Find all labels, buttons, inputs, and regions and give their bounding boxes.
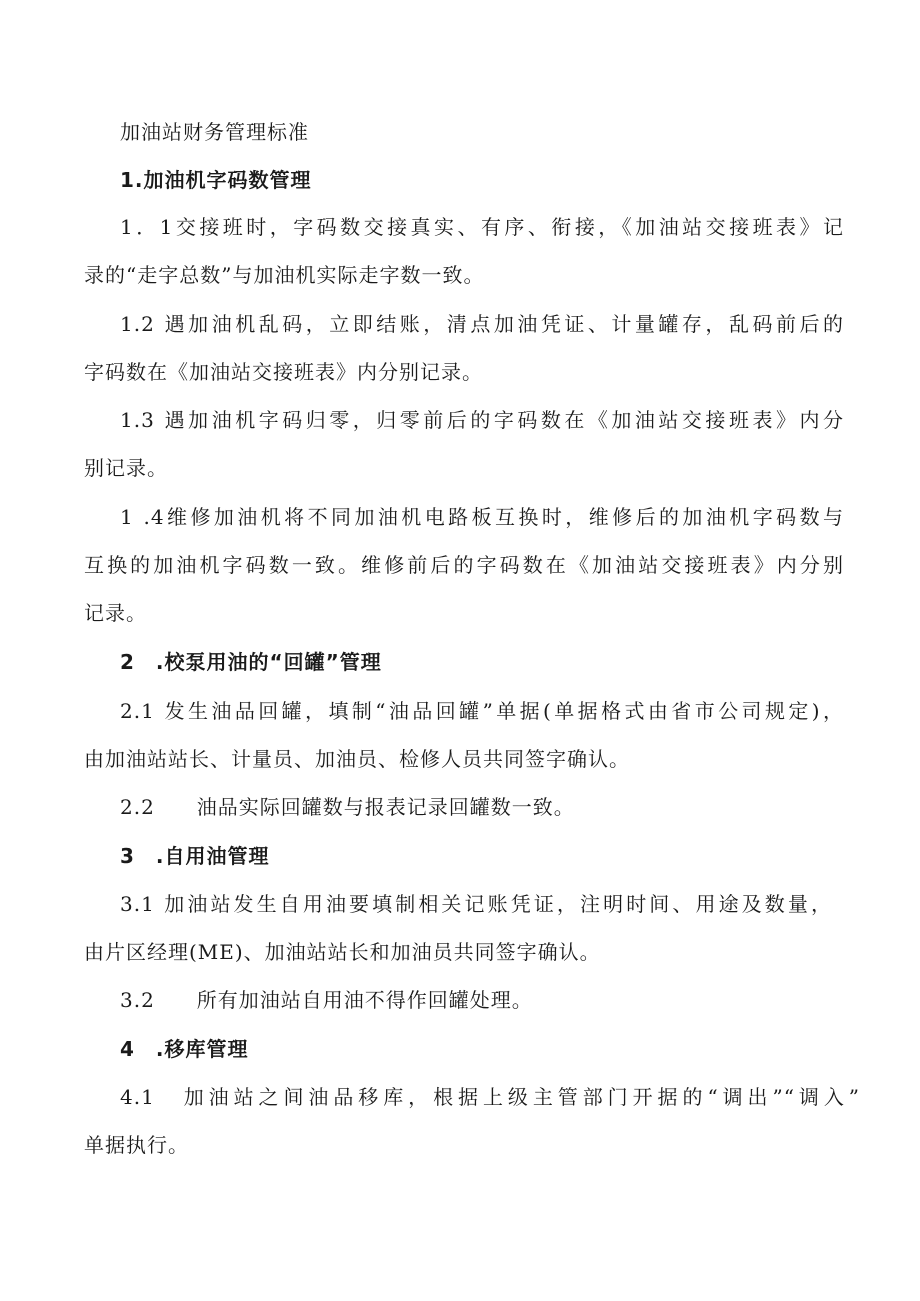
paragraph-1-4-line-3: 记录。: [84, 601, 147, 625]
paragraph-2-2: 2.2 油品实际回罐数与报表记录回罐数一致。: [120, 795, 575, 819]
paragraph-1-3-line-2: 别记录。: [84, 456, 168, 480]
paragraph-1-4-line-1: 1 .4维修加油机将不同加油机电路板互换时，维修后的加油机字码数与: [120, 505, 844, 529]
paragraph-2-1-line-1: 2.1 发生油品回罐，填制“油品回罐”单据(单据格式由省市公司规定)，: [120, 699, 844, 723]
section-2-heading: 2 .校泵用油的“回罐”管理: [120, 650, 382, 674]
section-4-heading: 4 .移库管理: [120, 1037, 249, 1061]
document-title: 加油站财务管理标准: [120, 120, 309, 144]
paragraph-1-1-line-2: 录的“走字总数”与加油机实际走字数一致。: [84, 263, 485, 287]
paragraph-1-2-line-2: 字码数在《加油站交接班表》内分别记录。: [84, 360, 483, 384]
paragraph-3-2: 3.2 所有加油站自用油不得作回罐处理。: [120, 988, 533, 1012]
section-1-heading: 1.加油机字码数管理: [120, 168, 312, 192]
paragraph-4-1-line-2: 单据执行。: [84, 1133, 189, 1157]
paragraph-1-3-line-1: 1.3 遇加油机字码归零，归零前后的字码数在《加油站交接班表》内分: [120, 408, 844, 432]
paragraph-1-1-line-1: 1．1交接班时，字码数交接真实、有序、衔接，《加油站交接班表》记: [120, 215, 844, 239]
paragraph-1-4-line-2: 互换的加油机字码数一致。维修前后的字码数在《加油站交接班表》内分别: [84, 553, 844, 577]
paragraph-3-1-line-1: 3.1 加油站发生自用油要填制相关记账凭证，注明时间、用途及数量，: [120, 892, 832, 916]
section-3-heading: 3 .自用油管理: [120, 844, 270, 868]
paragraph-2-1-line-2: 由加油站站长、计量员、加油员、检修人员共同签字确认。: [84, 747, 630, 771]
paragraph-3-1-line-2: 由片区经理(ME)、加油站站长和加油员共同签字确认。: [84, 940, 601, 964]
paragraph-4-1-line-1: 4.1 加油站之间油品移库，根据上级主管部门开据的“调出”“调入”: [120, 1085, 860, 1109]
paragraph-1-2-line-1: 1.2 遇加油机乱码，立即结账，清点加油凭证、计量罐存，乱码前后的: [120, 312, 844, 336]
